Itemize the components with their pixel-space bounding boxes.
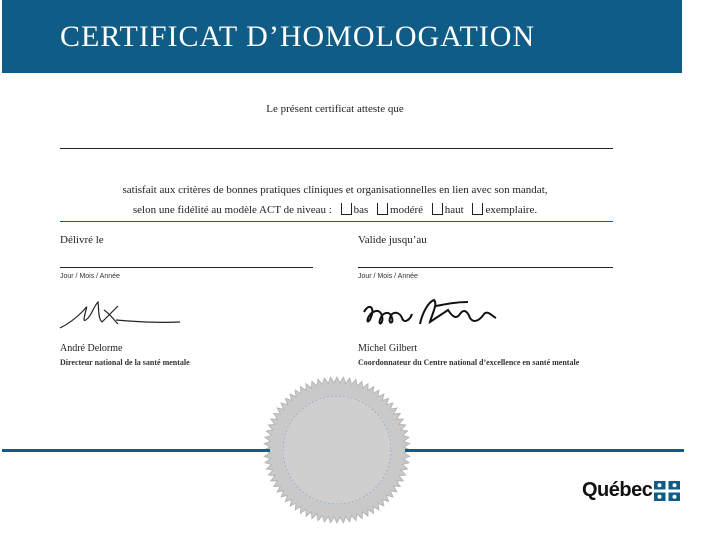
- quebec-logo: [582, 479, 680, 502]
- issued-date-hint: Jour / Mois / Année: [60, 273, 120, 280]
- quebec-wordmark: Québec: [582, 479, 653, 501]
- footer-rule-right: [405, 449, 684, 452]
- header-banner: [2, 0, 682, 73]
- valid-until-date-line: [358, 267, 613, 268]
- fleur-de-lis-flag-icon: [654, 481, 680, 501]
- level-label-modere: modéré: [390, 204, 424, 216]
- checkbox-haut[interactable]: [432, 203, 443, 215]
- level-label-bas: bas: [353, 204, 369, 216]
- issued-date-line: [60, 267, 313, 268]
- signer-name-right: Michel Gilbert: [358, 343, 418, 354]
- level-label-haut: haut: [444, 204, 464, 216]
- section-divider: [60, 221, 613, 222]
- certificate-title: CERTIFICAT D’HOMOLOGATION: [60, 20, 536, 53]
- valid-until-date-hint: Jour / Mois / Année: [358, 273, 418, 280]
- level-label-exemplaire: exemplaire.: [485, 204, 538, 216]
- issued-label: Délivré le: [60, 234, 104, 246]
- signer-title-right: Coordonnateur du Centre national d’excellence en santé mentale: [358, 358, 580, 367]
- criteria-block: [0, 180, 670, 220]
- signature-delorme: [58, 296, 184, 332]
- official-seal: [262, 375, 412, 525]
- checkbox-exemplaire[interactable]: [472, 203, 483, 215]
- criteria-prefix: selon une fidélité au modèle ACT de niveau :: [132, 204, 332, 216]
- checkbox-bas[interactable]: [341, 203, 352, 215]
- signer-name-left: André Delorme: [60, 343, 123, 354]
- criteria-line-2: [0, 200, 670, 220]
- intro-text: Le présent certificat atteste que: [266, 103, 404, 115]
- signature-gilbert: [360, 294, 510, 336]
- valid-until-label: Valide jusqu’au: [358, 234, 427, 246]
- footer-rule-left: [2, 449, 270, 452]
- signer-title-left: Directeur national de la santé mentale: [60, 358, 190, 367]
- checkbox-modere[interactable]: [377, 203, 388, 215]
- recipient-name-line: [60, 148, 613, 149]
- criteria-line-1: satisfait aux critères de bonnes pratiques cliniques et organisationnelles en lien avec son mandat,: [122, 184, 548, 196]
